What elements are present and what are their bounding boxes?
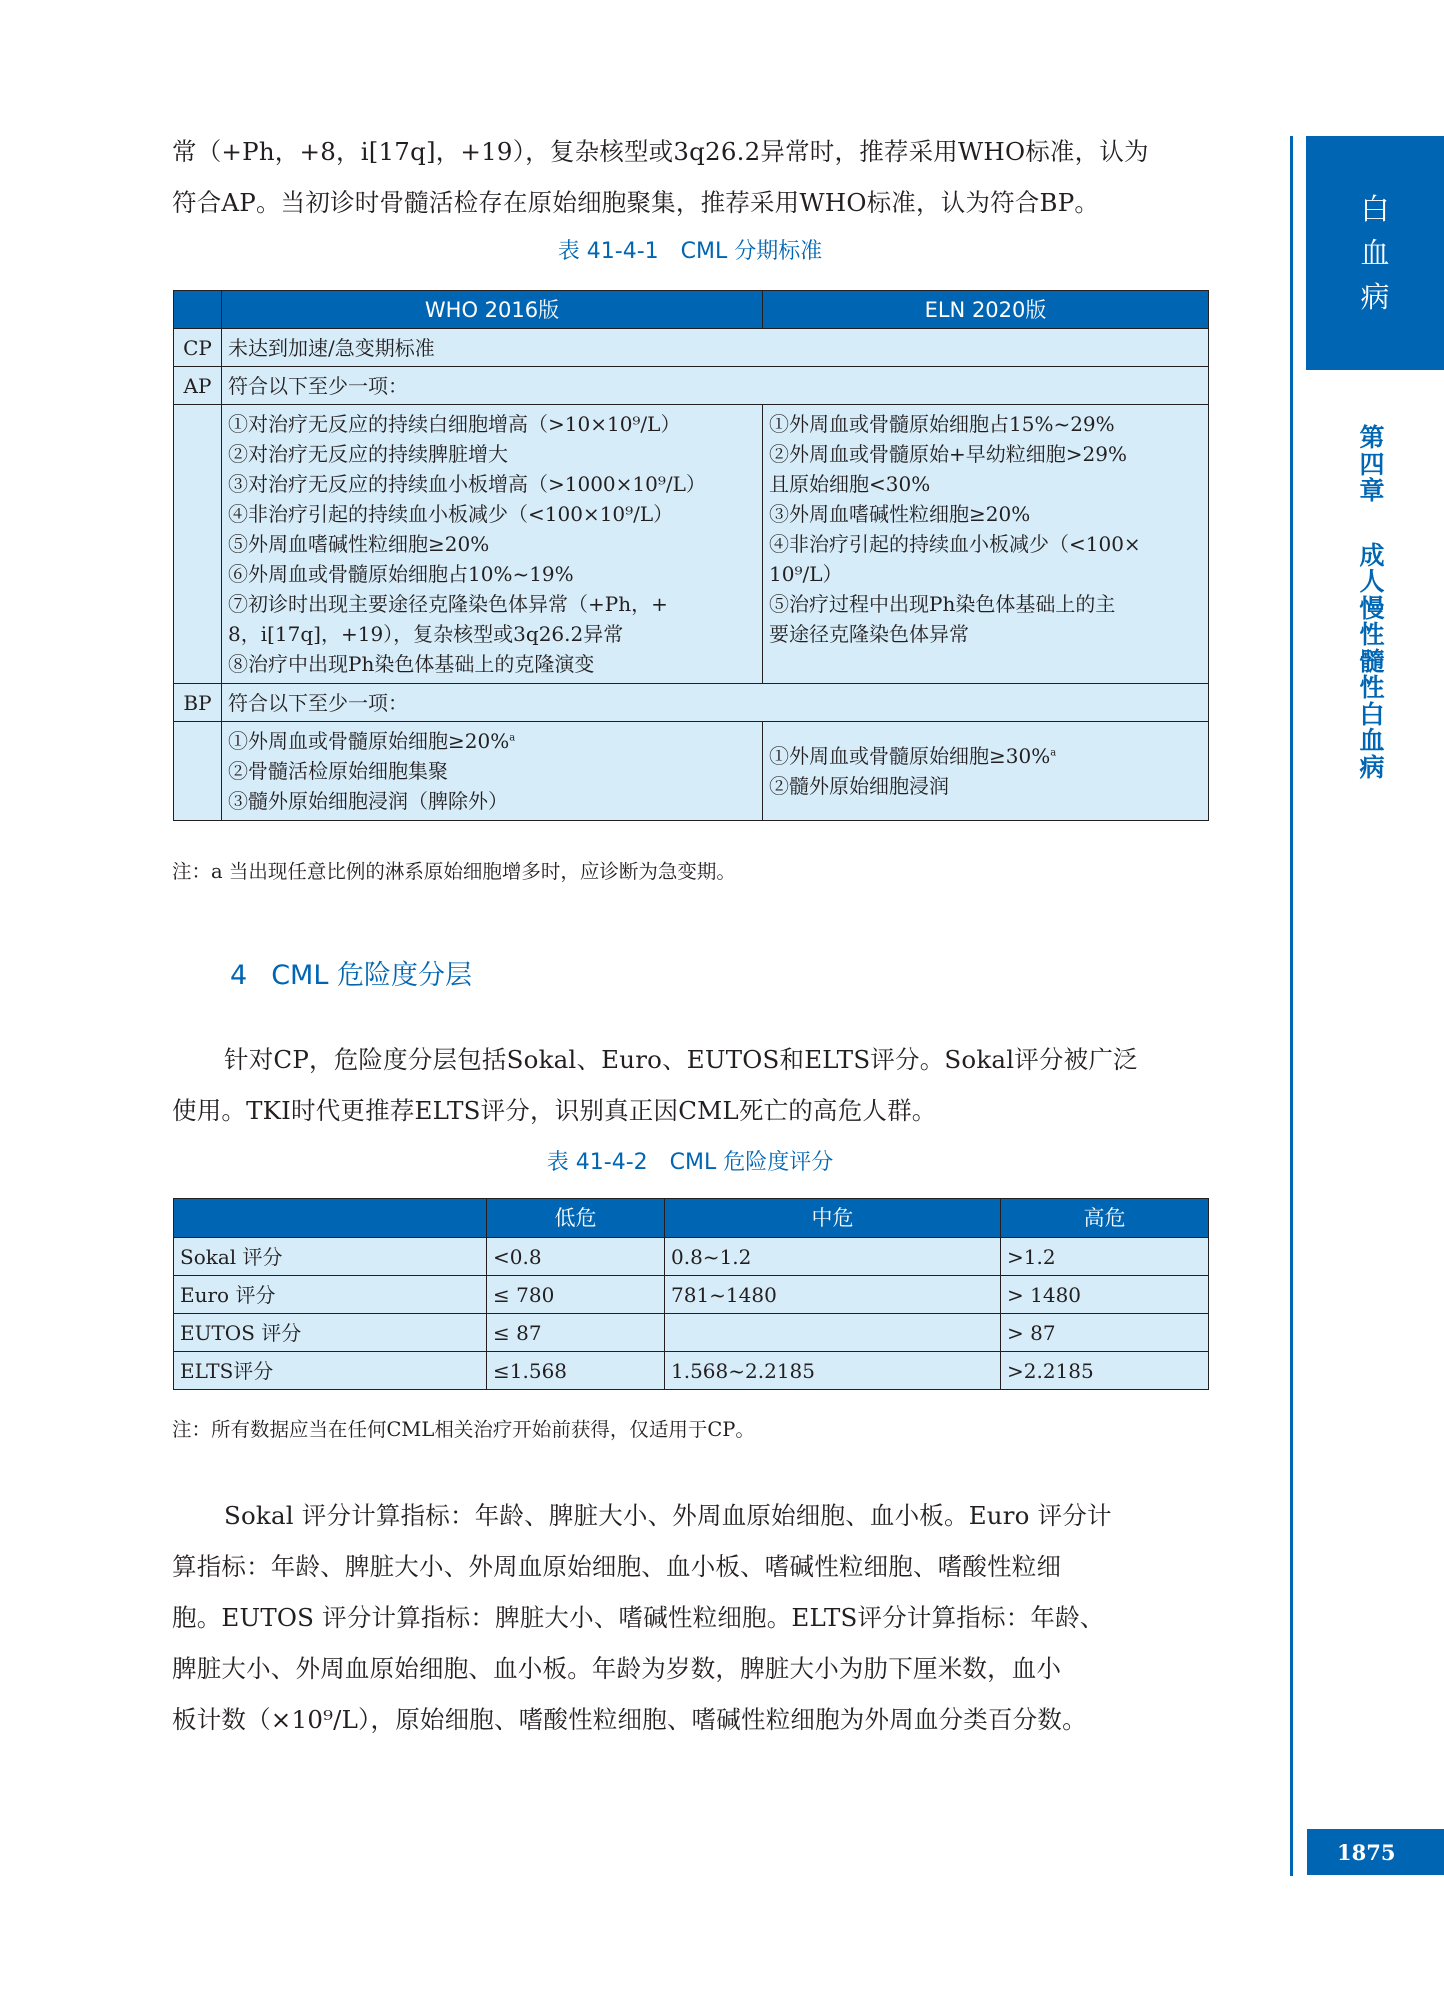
ap-who-criteria [222,405,763,684]
criterion: ③外周血嗜碱性粒细胞≥20% [769,502,1031,526]
stage-label: CP [174,329,222,367]
criterion: ⑤治疗过程中出现Ph染色体基础上的主 [769,592,1116,616]
stage-text: 符合以下至少一项： [222,367,1209,405]
stage-label: AP [174,367,222,405]
table-row [174,1238,1209,1276]
table-row-ap [174,367,1209,405]
cell: >2.2185 [1001,1352,1209,1390]
table-row-ap-criteria [174,405,1209,684]
criterion: ①外周血或骨髓原始细胞占15%~29% [769,412,1115,436]
header-cell: 低危 [487,1199,665,1238]
criterion: ①外周血或骨髓原始细胞≥30%$^a$ [769,744,1057,768]
section-tab-char: 血 [1360,236,1390,270]
header-cell: 高危 [1001,1199,1209,1238]
cell: ≤ 780 [487,1276,665,1314]
cell: Sokal 评分 [174,1238,487,1276]
header-cell [174,1199,487,1238]
criterion: ⑦初诊时出现主要途径克隆染色体异常（+Ph，+ [228,592,668,616]
chapter-char: 人 [1359,567,1385,596]
empty-cell [174,405,222,684]
cell: 1.568~2.2185 [665,1352,1001,1390]
section-tab [1306,136,1444,370]
chapter-char: 病 [1359,752,1385,782]
cell: <0.8 [487,1238,665,1276]
criterion: ②髓外原始细胞浸润 [769,774,949,798]
cell: ≤ 87 [487,1314,665,1352]
bp-eln-criteria [763,722,1209,821]
cell: > 1480 [1001,1276,1209,1314]
chapter-char: 白 [1359,699,1385,729]
intro-line: 常（+Ph，+8，i[17q]，+19），复杂核型或3q26.2异常时，推荐采用WHO标准，认为 [172,137,1149,166]
chapter-char: 章 [1359,476,1385,505]
intro-paragraph [172,126,1208,228]
final-paragraph [172,1490,1208,1745]
chapter-char: 髓 [1359,646,1385,676]
cml-risk-score-table [173,1198,1209,1390]
section-heading [230,953,472,992]
criterion: 要途径克隆染色体异常 [769,622,969,646]
cell: 0.8~1.2 [665,1238,1001,1276]
stage-label: BP [174,684,222,722]
table-row [174,1352,1209,1390]
table-row-bp [174,684,1209,722]
criterion: ①外周血或骨髓原始细胞≥20%$^a$ [228,729,516,753]
chapter-char: 性 [1359,620,1385,649]
table-header-row [174,291,1209,329]
criterion: ⑤外周血嗜碱性粒细胞≥20% [228,532,490,556]
chapter-char: 成 [1359,540,1385,570]
ap-eln-criteria [763,405,1209,684]
cell: Euro 评分 [174,1276,487,1314]
section-title-text: CML 危险度分层 [271,960,472,991]
chapter-char: 性 [1359,673,1385,702]
chapter-char: 慢 [1359,593,1385,623]
criterion: ④非治疗引起的持续血小板减少（<100×10⁹/L） [228,502,674,526]
cell: >1.2 [1001,1238,1209,1276]
criterion: ⑧治疗中出现Ph染色体基础上的克隆演变 [228,652,595,676]
paragraph-line: 算指标：年龄、脾脏大小、外周血原始细胞、血小板、嗜碱性粒细胞、嗜酸性粒细 [172,1552,1062,1581]
paragraph-line: 使用。TKI时代更推荐ELTS评分，识别真正因CML死亡的高危人群。 [172,1096,937,1125]
paragraph-line: 针对CP，危险度分层包括Sokal、Euro、EUTOS和ELTS评分。Sokal评分被广泛 [224,1045,1138,1074]
criterion: ③对治疗无反应的持续血小板增高（>1000×10⁹/L） [228,472,706,496]
criterion: ②外周血或骨髓原始+早幼粒细胞>29% [769,442,1127,466]
table-row [174,1314,1209,1352]
section-paragraph [172,1034,1208,1136]
table-row-bp-criteria [174,722,1209,821]
header-cell: 中危 [665,1199,1001,1238]
criterion: ③髓外原始细胞浸润（脾除外） [228,789,508,813]
header-cell [174,291,222,329]
criterion: ②对治疗无反应的持续脾脏增大 [228,442,508,466]
chapter-char: 第 [1359,423,1385,452]
chapter-char: 四 [1359,449,1385,479]
criterion: 10⁹/L） [769,562,843,586]
table-row-cp [174,329,1209,367]
criterion: 8，i[17q]，+19），复杂核型或3q26.2异常 [228,622,624,646]
paragraph-line: 板计数（×10⁹/L），原始细胞、嗜酸性粒细胞、嗜碱性粒细胞为外周血分类百分数。 [172,1705,1087,1734]
cml-staging-table [173,290,1209,821]
section-tab-char: 病 [1360,280,1390,314]
table2-caption: 表 41-4-2 CML 危险度评分 [546,1150,834,1175]
chapter-running-title [1352,425,1392,781]
table1-caption: 表 41-4-1 CML 分期标准 [557,239,823,264]
table-row [174,1276,1209,1314]
cell: ELTS评分 [174,1352,487,1390]
table2-note: 注：所有数据应当在任何CML相关治疗开始前获得，仅适用于CP。 [172,1418,755,1441]
criterion: ⑥外周血或骨髓原始细胞占10%~19% [228,562,574,586]
section-tab-char: 白 [1360,192,1390,226]
cell: ≤1.568 [487,1352,665,1390]
criterion: ①对治疗无反应的持续白细胞增高（>10×10⁹/L） [228,412,681,436]
margin-divider-line [1290,136,1293,1876]
stage-text: 未达到加速/急变期标准 [222,329,1209,367]
section-number: 4 [230,960,248,991]
intro-line: 符合AP。当初诊时骨髓活检存在原始细胞聚集，推荐采用WHO标准，认为符合BP。 [172,188,1100,217]
cell: > 87 [1001,1314,1209,1352]
cell: EUTOS 评分 [174,1314,487,1352]
header-cell: ELN 2020版 [763,291,1209,329]
table1-note: 注：a 当出现任意比例的淋系原始细胞增多时，应诊断为急变期。 [172,860,736,883]
table-header-row [174,1199,1209,1238]
paragraph-line: 脾脏大小、外周血原始细胞、血小板。年龄为岁数，脾脏大小为肋下厘米数，血小 [172,1654,1062,1683]
bp-who-criteria [222,722,763,821]
criterion: ④非治疗引起的持续血小板减少（<100× [769,532,1141,556]
empty-cell [174,722,222,821]
cell [665,1314,1001,1352]
header-cell: WHO 2016版 [222,291,763,329]
paragraph-line: 胞。EUTOS 评分计算指标：脾脏大小、嗜碱性粒细胞。ELTS评分计算指标：年龄、 [172,1603,1105,1632]
page-number: 1875 [1307,1829,1444,1875]
paragraph-line: Sokal 评分计算指标：年龄、脾脏大小、外周血原始细胞、血小板。Euro 评分计 [224,1501,1112,1530]
criterion: 且原始细胞<30% [769,472,931,496]
cell: 781~1480 [665,1276,1001,1314]
stage-text: 符合以下至少一项： [222,684,1209,722]
criterion: ②骨髓活检原始细胞集聚 [228,759,448,783]
chapter-char: 血 [1359,726,1385,755]
